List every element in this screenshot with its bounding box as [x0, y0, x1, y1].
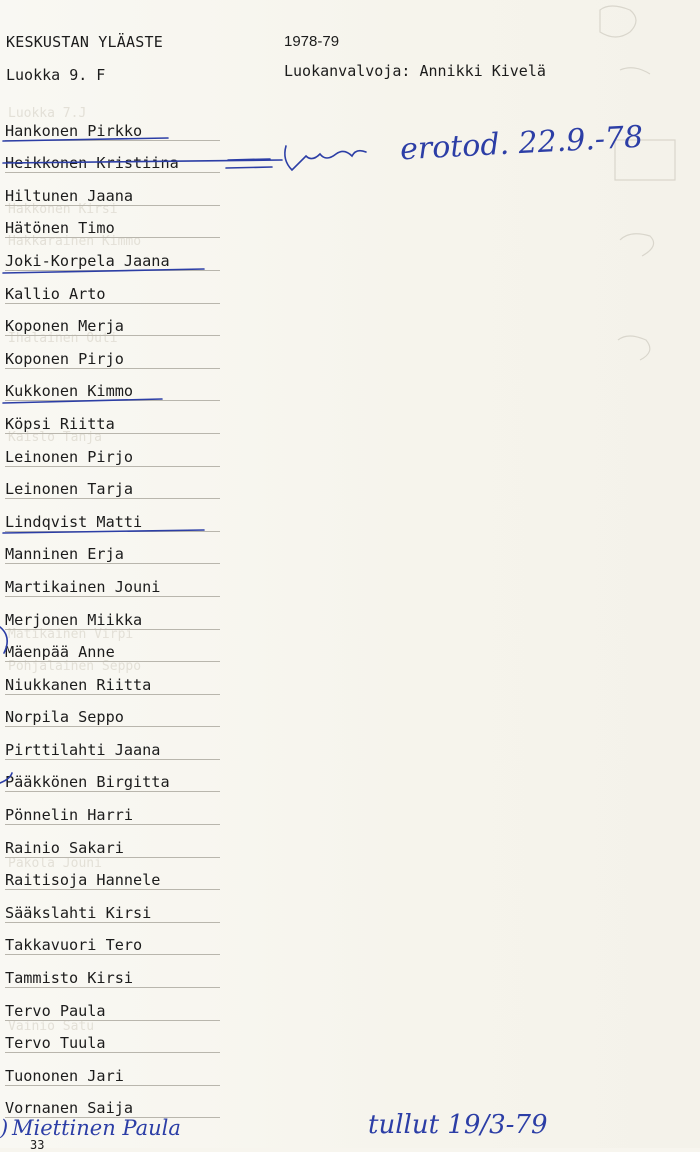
entry-underline	[5, 303, 220, 304]
student-name: Heikkonen Kristiina	[5, 154, 179, 173]
added-student: Miettinen Paula	[12, 1116, 181, 1140]
student-row	[5, 765, 220, 798]
student-row	[5, 602, 220, 635]
svg-text:Hakkarainen Kimmo: Hakkarainen Kimmo	[8, 234, 142, 249]
page-number: 33	[30, 1138, 45, 1152]
student-row	[5, 569, 220, 602]
student-row	[5, 1058, 220, 1091]
entry-underline	[5, 140, 220, 141]
student-name: Tervo Paula	[5, 1001, 106, 1020]
entry-underline	[5, 563, 220, 564]
student-name: Kallio Arto	[5, 284, 106, 303]
svg-text:Pakola Jouni: Pakola Jouni	[8, 856, 102, 871]
svg-text:Hakkonen Kirsi: Hakkonen Kirsi	[8, 202, 118, 217]
added-student-marker: )	[0, 1116, 9, 1140]
student-name: Mäenpää Anne	[5, 643, 115, 662]
entry-underline	[5, 172, 220, 173]
svg-text:Pohjalainen Seppo: Pohjalainen Seppo	[8, 659, 142, 674]
entry-underline	[5, 824, 220, 825]
student-name: Leinonen Tarja	[5, 480, 134, 499]
student-name: Vornanen Saija	[5, 1099, 134, 1118]
entry-underline	[5, 433, 220, 434]
student-name: Koponen Merja	[5, 317, 124, 336]
student-row	[5, 276, 220, 309]
entry-underline	[5, 466, 220, 467]
student-name: Hankonen Pirkko	[5, 121, 143, 140]
school-year: 1978-79	[284, 33, 340, 50]
student-row	[5, 928, 220, 961]
entry-underline	[5, 857, 220, 858]
student-row	[5, 211, 220, 244]
svg-text:Vainio Satu: Vainio Satu	[8, 1019, 95, 1034]
strike-heikkonen-3	[226, 167, 272, 168]
student-row	[5, 439, 220, 472]
student-name: Tuononen Jari	[5, 1066, 124, 1085]
svg-text:Luokka 7.J: Luokka 7.J	[8, 106, 87, 121]
student-row	[5, 667, 220, 700]
student-name: Pirttilahti Jaana	[5, 740, 161, 759]
entry-underline	[5, 1052, 220, 1053]
entry-underline	[5, 954, 220, 955]
entry-underline	[5, 270, 220, 271]
student-row	[5, 1026, 220, 1059]
entry-underline	[5, 335, 220, 336]
student-name: Hiltunen Jaana	[5, 186, 134, 205]
entry-underline	[5, 1020, 220, 1021]
student-name: Tervo Tuula	[5, 1034, 106, 1053]
student-name: Takkavuori Tero	[5, 936, 143, 955]
student-name: Niukkanen Riitta	[5, 675, 152, 694]
student-row	[5, 504, 220, 537]
school-name: KESKUSTAN YLÄASTE	[6, 33, 163, 51]
student-row	[5, 146, 220, 179]
entry-underline	[5, 1085, 220, 1086]
scribble-mark	[285, 146, 366, 170]
student-name: Sääkslahti Kirsi	[5, 903, 152, 922]
student-name: Martikainen Jouni	[5, 577, 161, 596]
entry-underline	[5, 400, 220, 401]
student-row	[5, 537, 220, 570]
entry-underline	[5, 629, 220, 630]
student-row	[5, 700, 220, 733]
student-row	[5, 732, 220, 765]
student-row	[5, 113, 220, 146]
entry-underline	[5, 922, 220, 923]
student-row	[5, 797, 220, 830]
student-row	[5, 406, 220, 439]
entry-underline	[5, 726, 220, 727]
student-name: Manninen Erja	[5, 545, 124, 564]
entry-underline	[5, 596, 220, 597]
entry-underline	[5, 205, 220, 206]
arrival-note: tullut 19/3-79	[368, 1110, 548, 1140]
entry-underline	[5, 661, 220, 662]
student-row	[5, 863, 220, 896]
student-name: Lindqvist Matti	[5, 512, 143, 531]
student-name: Raitisoja Hannele	[5, 871, 161, 890]
student-row	[5, 309, 220, 342]
student-name: Joki-Korpela Jaana	[5, 251, 170, 270]
student-row	[5, 374, 220, 407]
class-teacher: Luokanvalvoja: Annikki Kivelä	[284, 62, 546, 80]
student-name: Pönnelin Harri	[5, 806, 134, 825]
student-name: Tammisto Kirsi	[5, 969, 134, 988]
student-row	[5, 960, 220, 993]
svg-text:Kaislo Tanja: Kaislo Tanja	[8, 430, 102, 445]
entry-underline	[5, 759, 220, 760]
student-row	[5, 830, 220, 863]
svg-text:Ihalainen Outi: Ihalainen Outi	[8, 331, 118, 346]
student-row	[5, 895, 220, 928]
withdrawal-note: erotod. 22.9.-78	[399, 119, 644, 168]
student-row	[5, 635, 220, 668]
entry-underline	[5, 791, 220, 792]
class-label: Luokka 9. F	[6, 66, 106, 84]
entry-underline	[5, 694, 220, 695]
entry-underline	[5, 368, 220, 369]
student-row	[5, 472, 220, 505]
student-row	[5, 341, 220, 374]
entry-underline	[5, 889, 220, 890]
student-row	[5, 243, 220, 276]
entry-underline	[5, 531, 220, 532]
student-name: Pääkkönen Birgitta	[5, 773, 170, 792]
student-name: Kukkonen Kimmo	[5, 382, 134, 401]
student-name: Merjonen Miikka	[5, 610, 143, 629]
student-row	[5, 993, 220, 1026]
svg-text:Matikainen Virpi: Matikainen Virpi	[8, 627, 134, 642]
student-name: Koponen Pirjo	[5, 349, 124, 368]
strike-heikkonen-2	[228, 159, 270, 160]
student-list	[5, 113, 220, 1123]
entry-underline	[5, 498, 220, 499]
entry-underline	[5, 237, 220, 238]
student-name: Norpila Seppo	[5, 708, 124, 727]
student-name: Rainio Sakari	[5, 838, 124, 857]
student-name: Köpsi Riitta	[5, 414, 115, 433]
student-name: Hätönen Timo	[5, 219, 115, 238]
entry-underline	[5, 987, 220, 988]
student-row	[5, 178, 220, 211]
student-name: Leinonen Pirjo	[5, 447, 134, 466]
